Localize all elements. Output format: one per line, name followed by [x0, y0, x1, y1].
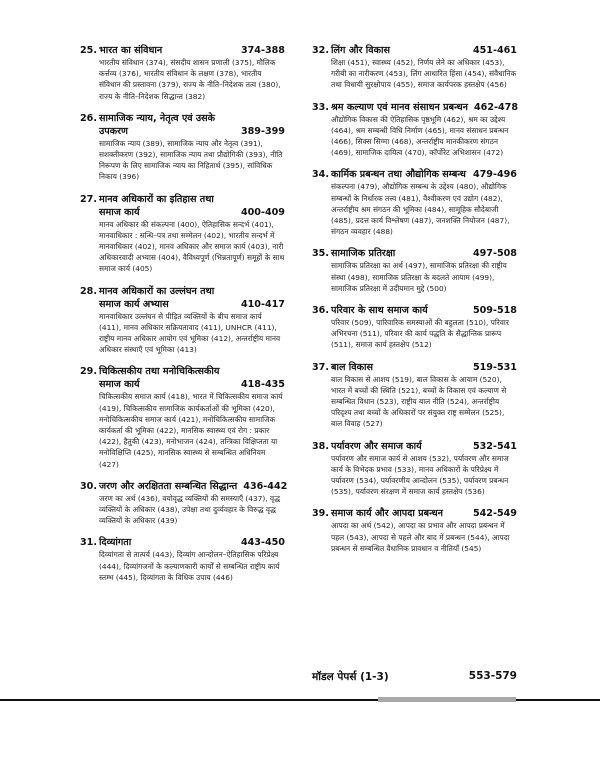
toc-entry[interactable]	[312, 247, 517, 294]
chapter-number: 25.	[80, 45, 97, 56]
chapter-title: बाल विकास	[331, 361, 373, 373]
toc-entry[interactable]	[312, 101, 517, 159]
toc-entry-heading	[312, 304, 517, 317]
model-papers-title: मॉडल पेपर्स (1-3)	[312, 671, 389, 683]
chapter-title: लिंग और विकास	[331, 45, 390, 56]
chapter-topics: परिवार (509), पारिवारिक समस्याओं की बहुलता (510), परिवार अभिरचना (511), परिवार की कार्य पद्धति के सैद्धान्तिक प्रारूप (511), समाज कार्य हस्तक्षेप (512)	[331, 318, 509, 350]
toc-entry[interactable]	[312, 44, 517, 91]
chapter-number: 35.	[312, 248, 329, 260]
toc-entry-heading	[80, 44, 285, 57]
chapter-number: 29.	[80, 366, 97, 378]
toc-entry-heading	[80, 285, 285, 311]
page-range: 443-450	[240, 537, 285, 549]
page-range: 479-496	[472, 169, 517, 181]
footer-accent-bar	[378, 697, 516, 702]
chapter-topics: मानव अधिकार की संकल्पना (400), ऐतिहासिक सन्दर्भ (401), मानवाधिकार : सन्धि–पत्र तथा सम्मेलन (402), भारतीय सन्दर्भ में मानवाधिकार (402), मानव अधिकार और समाज कार्य (403), नारी अधिकारवादी अभ्यास (404), वैविध्यपूर्ण (भिन्नतापूर्ण) समूहों के साथ समाज कार्य (405)	[99, 219, 285, 274]
page-range: 400-409	[240, 206, 285, 218]
page-range: 436-442	[243, 480, 288, 492]
chapter-number: 28.	[80, 285, 97, 297]
page-range: 509-518	[472, 305, 517, 317]
chapter-topics: चिकित्सकीय समाज कार्य (418), भारत में चिकित्सकीय समाज कार्य (419), चिकित्सकीय सामाजिक कार्यकर्ताओं की भूमिका (420), मनोचिकित्सकीय समाज कार्य (421), मनोचिकित्सकीय सामाजिक कार्यकर्ता की भूमिका (422), मानसिक स्वास्थ्य एवं रोग : प्रकार (422), हैतुकी (423), मनोभाजन (424), तन्त्रिका विक्षिप्तता या मनोविक्षिप्ति (425), मानसिक स्वास्थ्य से सम्बन्धित अधिनियम (427)	[99, 392, 283, 469]
toc-entry[interactable]	[80, 112, 285, 183]
chapter-topics: संकल्पना (479), औद्योगिक सम्बन्ध के उद्देश्य (480), औद्योगिक सम्बन्धों के निर्धारक तत्त्व (481), वैश्वीकरण एवं उद्योग (482), अन्तर्राष्ट्रीय श्रम संगठन की भूमिका (484), सामूहिक सौदेबाजी (485), प्रदत्त कार्य विश्लेषण (487), जनशक्ति नियोजन (487), संगठन व्यवहार (488)	[331, 182, 510, 237]
toc-entry[interactable]	[312, 507, 517, 554]
toc-entry-model-papers[interactable]	[312, 670, 517, 684]
chapter-number: 37.	[312, 361, 329, 373]
chapter-title: समाज कार्य अभ्यास	[99, 298, 169, 310]
chapter-number: 26.	[80, 112, 97, 124]
toc-entry[interactable]	[312, 440, 517, 498]
model-papers-pages: 553-579	[468, 670, 517, 682]
page-range: 451-461	[472, 45, 517, 56]
chapter-topics: औद्योगिक विकास की ऐतिहासिक पृष्ठभूमि (462), श्रम का उद्देश्य (464), श्रम सम्बन्धी विधि निर्माण (465), मानव संसाधन प्रबन्धन (466), सिक्स सिग्मा (468), अन्तर्राष्ट्रीय मानकीकरण संगठन (469), सामाजिक दायित्व (470), कॉर्पोरेट अभिशासन (472)	[331, 114, 509, 158]
toc-entry-heading	[312, 44, 517, 57]
chapter-topics: शिक्षा (451), स्वास्थ्य (452), निर्णय लेने का अधिकार (453), गरीबी का नारीकरण (453), लिंग आधारित हिंसा (454), संवैधानिक तथा विधायी सुरक्षोपाय (455), समाज कार्यपरक हस्तक्षेप (456)	[331, 58, 517, 90]
chapter-title: समाज कार्य	[99, 206, 140, 218]
chapter-number: 27.	[80, 193, 97, 205]
chapter-topics: दिव्यांगता से तात्पर्य (443), दिव्यांग आन्दोलन–ऐतिहासिक परिप्रेक्ष्य (444), दिव्यांगजनों के कल्याणकारी कार्यों से सम्बन्धित राष्ट्रीय कार्य स्तम्भ (445), दिव्यांगता के विधिक उपाय (446)	[99, 550, 280, 582]
toc-left-column	[80, 44, 288, 593]
toc-entry[interactable]	[80, 480, 288, 527]
chapter-topics: सामाजिक प्रतिरक्षा का अर्थ (497), सामाजिक प्रतिरक्षा की राष्ट्रीय संस्था (498), सामाजिक प्रतिरक्षा के बदलते आयाम (499), सामाजिक प्रतिरक्षा में उदीयमान मुद्दे (500)	[331, 261, 507, 293]
page-range: 418-435	[240, 379, 285, 391]
chapter-number: 33.	[312, 101, 329, 113]
chapter-topics: पर्यावरण और समाज कार्य से आशय (532), पर्यावरण और समाज कार्य के विभेदक प्रभाव (533), मानव अधिकारों के परिप्रेक्ष्य में पर्यावरण (534), पर्यावरणीय आन्दोलन (535), पर्यावरण प्रबन्धन (535), पर्यावरण संरक्षण में समाज कार्य हस्तक्षेप (536)	[331, 453, 509, 497]
chapter-topics: आपदा का अर्थ (542), आपदा का प्रभाव और आपदा प्रबन्धन में पहल (543), आपदा से पहले और बाद में प्रबन्धन (544), आपदा प्रबन्धन से सम्बन्धित वैधानिक प्रावधान व नीतियाँ (545)	[331, 521, 510, 553]
toc-entry[interactable]	[312, 168, 517, 237]
page-range: 389-399	[240, 125, 285, 137]
chapter-number: 36.	[312, 305, 329, 317]
chapter-topics: जरण का अर्थ (436), वयोवृद्ध व्यक्तियों की समस्याएँ (437), वृद्ध व्यक्तियों के अधिकार (438), उपेक्षा तथा दुर्व्यवहार के विरुद्ध वृद्ध व्यक्तियों के अधिकार (439)	[99, 493, 281, 526]
chapter-topics: मानवाधिकार उल्लंघन से पीड़ित व्यक्तियों के बीच समाज कार्य (411), मानव अधिकार सक्रियतावाद (411), UNHCR (411), राष्ट्रीय मानव अधिकार आयोग एवं भूमिका (412), अन्तर्राष्ट्रीय मानव अधिकार संस्थाएँ एवं भूमिका (413)	[99, 311, 281, 355]
page-range: 532-541	[472, 440, 517, 452]
chapter-title: श्रम कल्याण एवं मानव संसाधन प्रबन्धन	[331, 101, 468, 113]
chapter-title: उपकरण	[99, 125, 128, 137]
chapter-title: समाज कार्य	[99, 379, 140, 391]
toc-entry-heading	[80, 536, 285, 549]
toc-entry-heading	[312, 247, 517, 260]
chapter-number: 30.	[80, 480, 97, 492]
chapter-title: मानव अधिकारों का उल्लंघन तथा	[99, 285, 215, 297]
chapter-topics: भारतीय संविधान (374), संसदीय शासन प्रणाली (375), मौलिक कर्त्तव्य (376), भारतीय संविधान के लक्षण (378), भारतीय संविधान की प्रस्तावना (379), राज्य के नीति–निदेशक तत्व (380), राज्य के नीति–निदेशक सिद्धान्त (382)	[99, 58, 281, 101]
page-range: 542-549	[472, 508, 517, 520]
page-range: 462-478	[474, 101, 519, 113]
chapter-number: 34.	[312, 169, 329, 181]
chapter-title: कार्मिक प्रबन्धन तथा औद्योगिक सम्बन्ध	[331, 169, 466, 181]
page-range: 410-417	[240, 298, 285, 310]
chapter-title: भारत का संविधान	[99, 45, 163, 56]
chapter-title: समाज कार्य और आपदा प्रबन्धन	[331, 508, 443, 520]
chapter-number: 39.	[312, 508, 329, 520]
toc-entry-heading	[312, 101, 517, 114]
chapter-title: मानव अधिकारों का इतिहास तथा	[99, 193, 214, 205]
toc-entry[interactable]	[80, 44, 285, 102]
toc-entry-heading	[80, 112, 285, 138]
chapter-title: जरण और अरक्षितता सम्बन्धित सिद्धान्त	[99, 480, 238, 492]
chapter-number: 31.	[80, 537, 97, 549]
toc-entry[interactable]	[80, 193, 285, 275]
toc-entry-heading	[80, 365, 285, 391]
page-range: 519-531	[472, 361, 517, 373]
toc-entry[interactable]	[312, 304, 517, 351]
chapter-title: पर्यावरण और समाज कार्य	[331, 440, 422, 452]
chapter-title: सामाजिक प्रतिरक्षा	[331, 248, 396, 260]
page-range: 374-388	[240, 45, 285, 56]
chapter-number: 32.	[312, 45, 329, 56]
toc-entry[interactable]	[80, 365, 285, 469]
chapter-title: परिवार के साथ समाज कार्य	[331, 305, 428, 317]
toc-entry-heading	[80, 193, 285, 219]
toc-entry[interactable]	[312, 361, 517, 430]
chapter-title: चिकित्सकीय तथा मनोचिकित्सकीय	[99, 366, 220, 378]
chapter-title: दिव्यांगता	[99, 537, 132, 549]
toc-entry-heading	[312, 440, 517, 453]
chapter-topics: सामाजिक न्याय (389), सामाजिक न्याय और नेतृत्व (391), सशक्तीकरण (392), सामाजिक न्याय तथा प्रौद्योगिकी (393), नीति निरूपण के लिए सामाजिक न्याय का निहितार्थ (395), सांविधिक निकाय (396)	[99, 138, 283, 182]
page-range: 497-508	[472, 248, 517, 260]
chapter-topics: बाल विकास से आशय (519), बाल विकास के आयाम (520), भारत में बच्चों की स्थिति (521), बच्चों के विकास एवं कल्याण से सम्बन्धित विधान (523), राष्ट्रीय बाल नीति (524), अन्तर्राष्ट्रीय परिदृश्य तथा बच्चों के अधिकारों पर संयुक्त राष्ट्र सम्मेलन (525), बाल विवाह (527)	[331, 374, 507, 429]
chapter-number: 38.	[312, 440, 329, 452]
toc-entry[interactable]	[80, 536, 285, 583]
toc-entry[interactable]	[80, 285, 285, 356]
toc-entry-heading	[312, 168, 517, 181]
toc-right-column	[312, 44, 517, 564]
toc-entry-heading	[312, 361, 517, 374]
toc-entry-heading	[312, 507, 517, 520]
chapter-title: सामाजिक न्याय, नेतृत्व एवं उसके	[99, 112, 216, 124]
toc-entry-heading	[80, 480, 288, 493]
